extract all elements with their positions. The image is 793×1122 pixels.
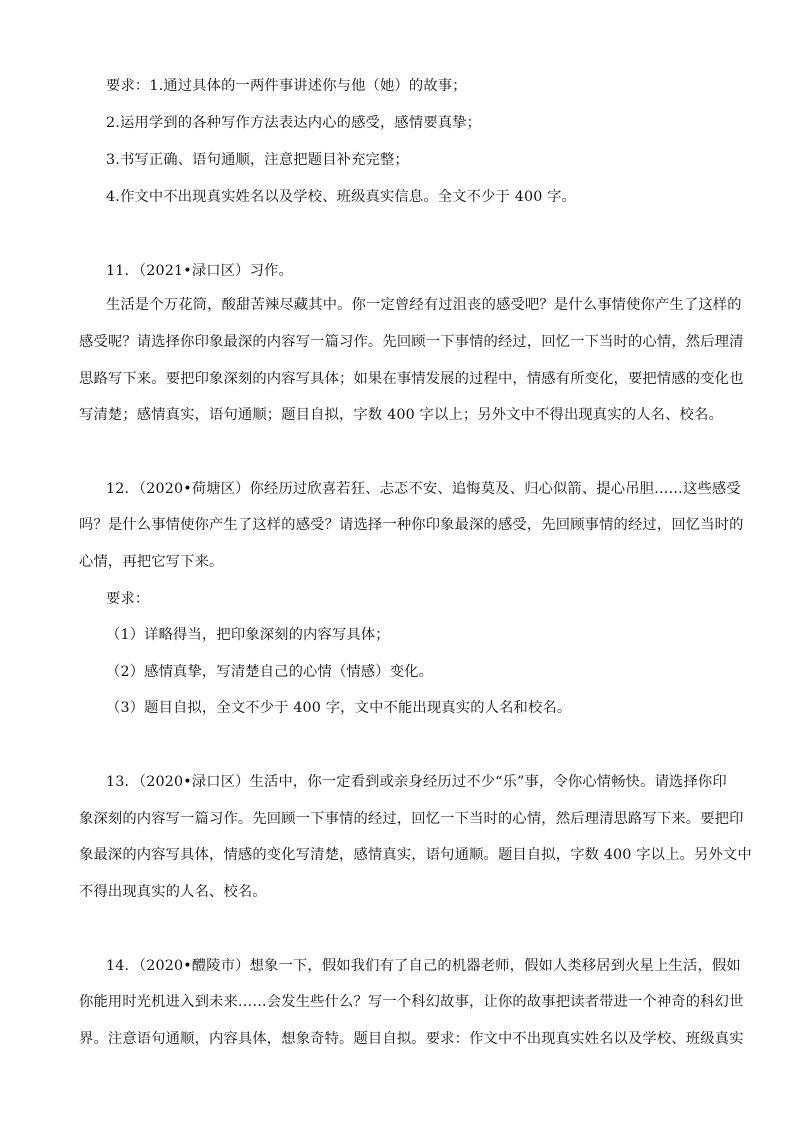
- question-11-line: 感受呢？请选择你印象最深的内容写一篇习作。先回顾一下事情的经过，回忆一下当时的心情，然后理清: [79, 334, 744, 350]
- requirement-line-1: 要求：1.通过具体的一两件事讲述你与他（她）的故事；: [106, 78, 467, 94]
- question-14-heading: 14．（2020•醴陵市）想象一下，假如我们有了自己的机器老师，假如人类移居到火星上生活，假如: [106, 958, 741, 974]
- question-12-requirement-item: （1）详略得当，把印象深刻的内容写具体；: [106, 627, 390, 643]
- question-11-line: 生活是个万花筒，酸甜苦辣尽藏其中。你一定曾经有过沮丧的感受吧？是什么事情使你产生了这样的: [106, 297, 742, 313]
- question-12-heading: 12．（2020•荷塘区）你经历过欣喜若狂、忐忑不安、追悔莫及、归心似箭、提心吊胆……这些感受: [106, 481, 741, 497]
- question-11-line: 写清楚；感情真实，语句通顺；题目自拟，字数 400 字以上；另外文中不得出现真实的人名、校名。: [79, 407, 723, 423]
- question-12-requirement-item: （2）感情真挚，写清楚自己的心情（情感）变化。: [106, 664, 434, 680]
- question-12-line: 吗？是什么事情使你产生了这样的感受？请选择一种你印象最深的感受，先回顾事情的经过，回忆当时的: [79, 517, 744, 533]
- question-13-line: 象深刻的内容写一篇习作。先回顾一下事情的经过，回忆一下当时的心情，然后理清思路写下来。要把印: [79, 811, 744, 827]
- question-12-requirements-label: 要求：: [106, 591, 150, 607]
- question-12-line: 心情，再把它写下来。: [79, 554, 224, 570]
- question-13-heading: 13．（2020•渌口区）生活中，你一定看到或亲身经历过不少“乐”事，令你心情畅快。请选择你印: [106, 774, 727, 790]
- question-12-requirement-item: （3）题目自拟，全文不少于 400 字，文中不能出现真实的人名和校名。: [106, 700, 572, 716]
- requirement-line-4: 4.作文中不出现真实姓名以及学校、班级真实信息。全文不少于 400 字。: [106, 189, 577, 205]
- question-13-line: 象最深的内容写具体，情感的变化写清楚，感情真实，语句通顺。题目自拟，字数 400 字以上。另外文中: [79, 847, 752, 863]
- question-11-heading: 11．（2021•渌口区）习作。: [106, 263, 293, 279]
- question-11-line: 思路写下来。要把印象深刻的内容写具体；如果在事情发展的过程中，情感有所变化，要把情感的变化也: [79, 371, 744, 387]
- question-13-line: 不得出现真实的人名、校名。: [79, 884, 267, 900]
- requirement-line-2: 2.运用学到的各种写作方法表达内心的感受，感情要真挚；: [106, 115, 482, 131]
- question-14-line: 界。注意语句通顺，内容具体，想象奇特。题目自拟。要求：作文中不出现真实姓名以及学校、班级真实: [79, 1031, 744, 1047]
- requirement-line-3: 3.书写正确、语句通顺，注意把题目补充完整；: [106, 152, 409, 168]
- question-14-line: 你能用时光机进入到未来……会发生些什么？写一个科幻故事，让你的故事把读者带进一个神奇的科幻世: [79, 994, 744, 1010]
